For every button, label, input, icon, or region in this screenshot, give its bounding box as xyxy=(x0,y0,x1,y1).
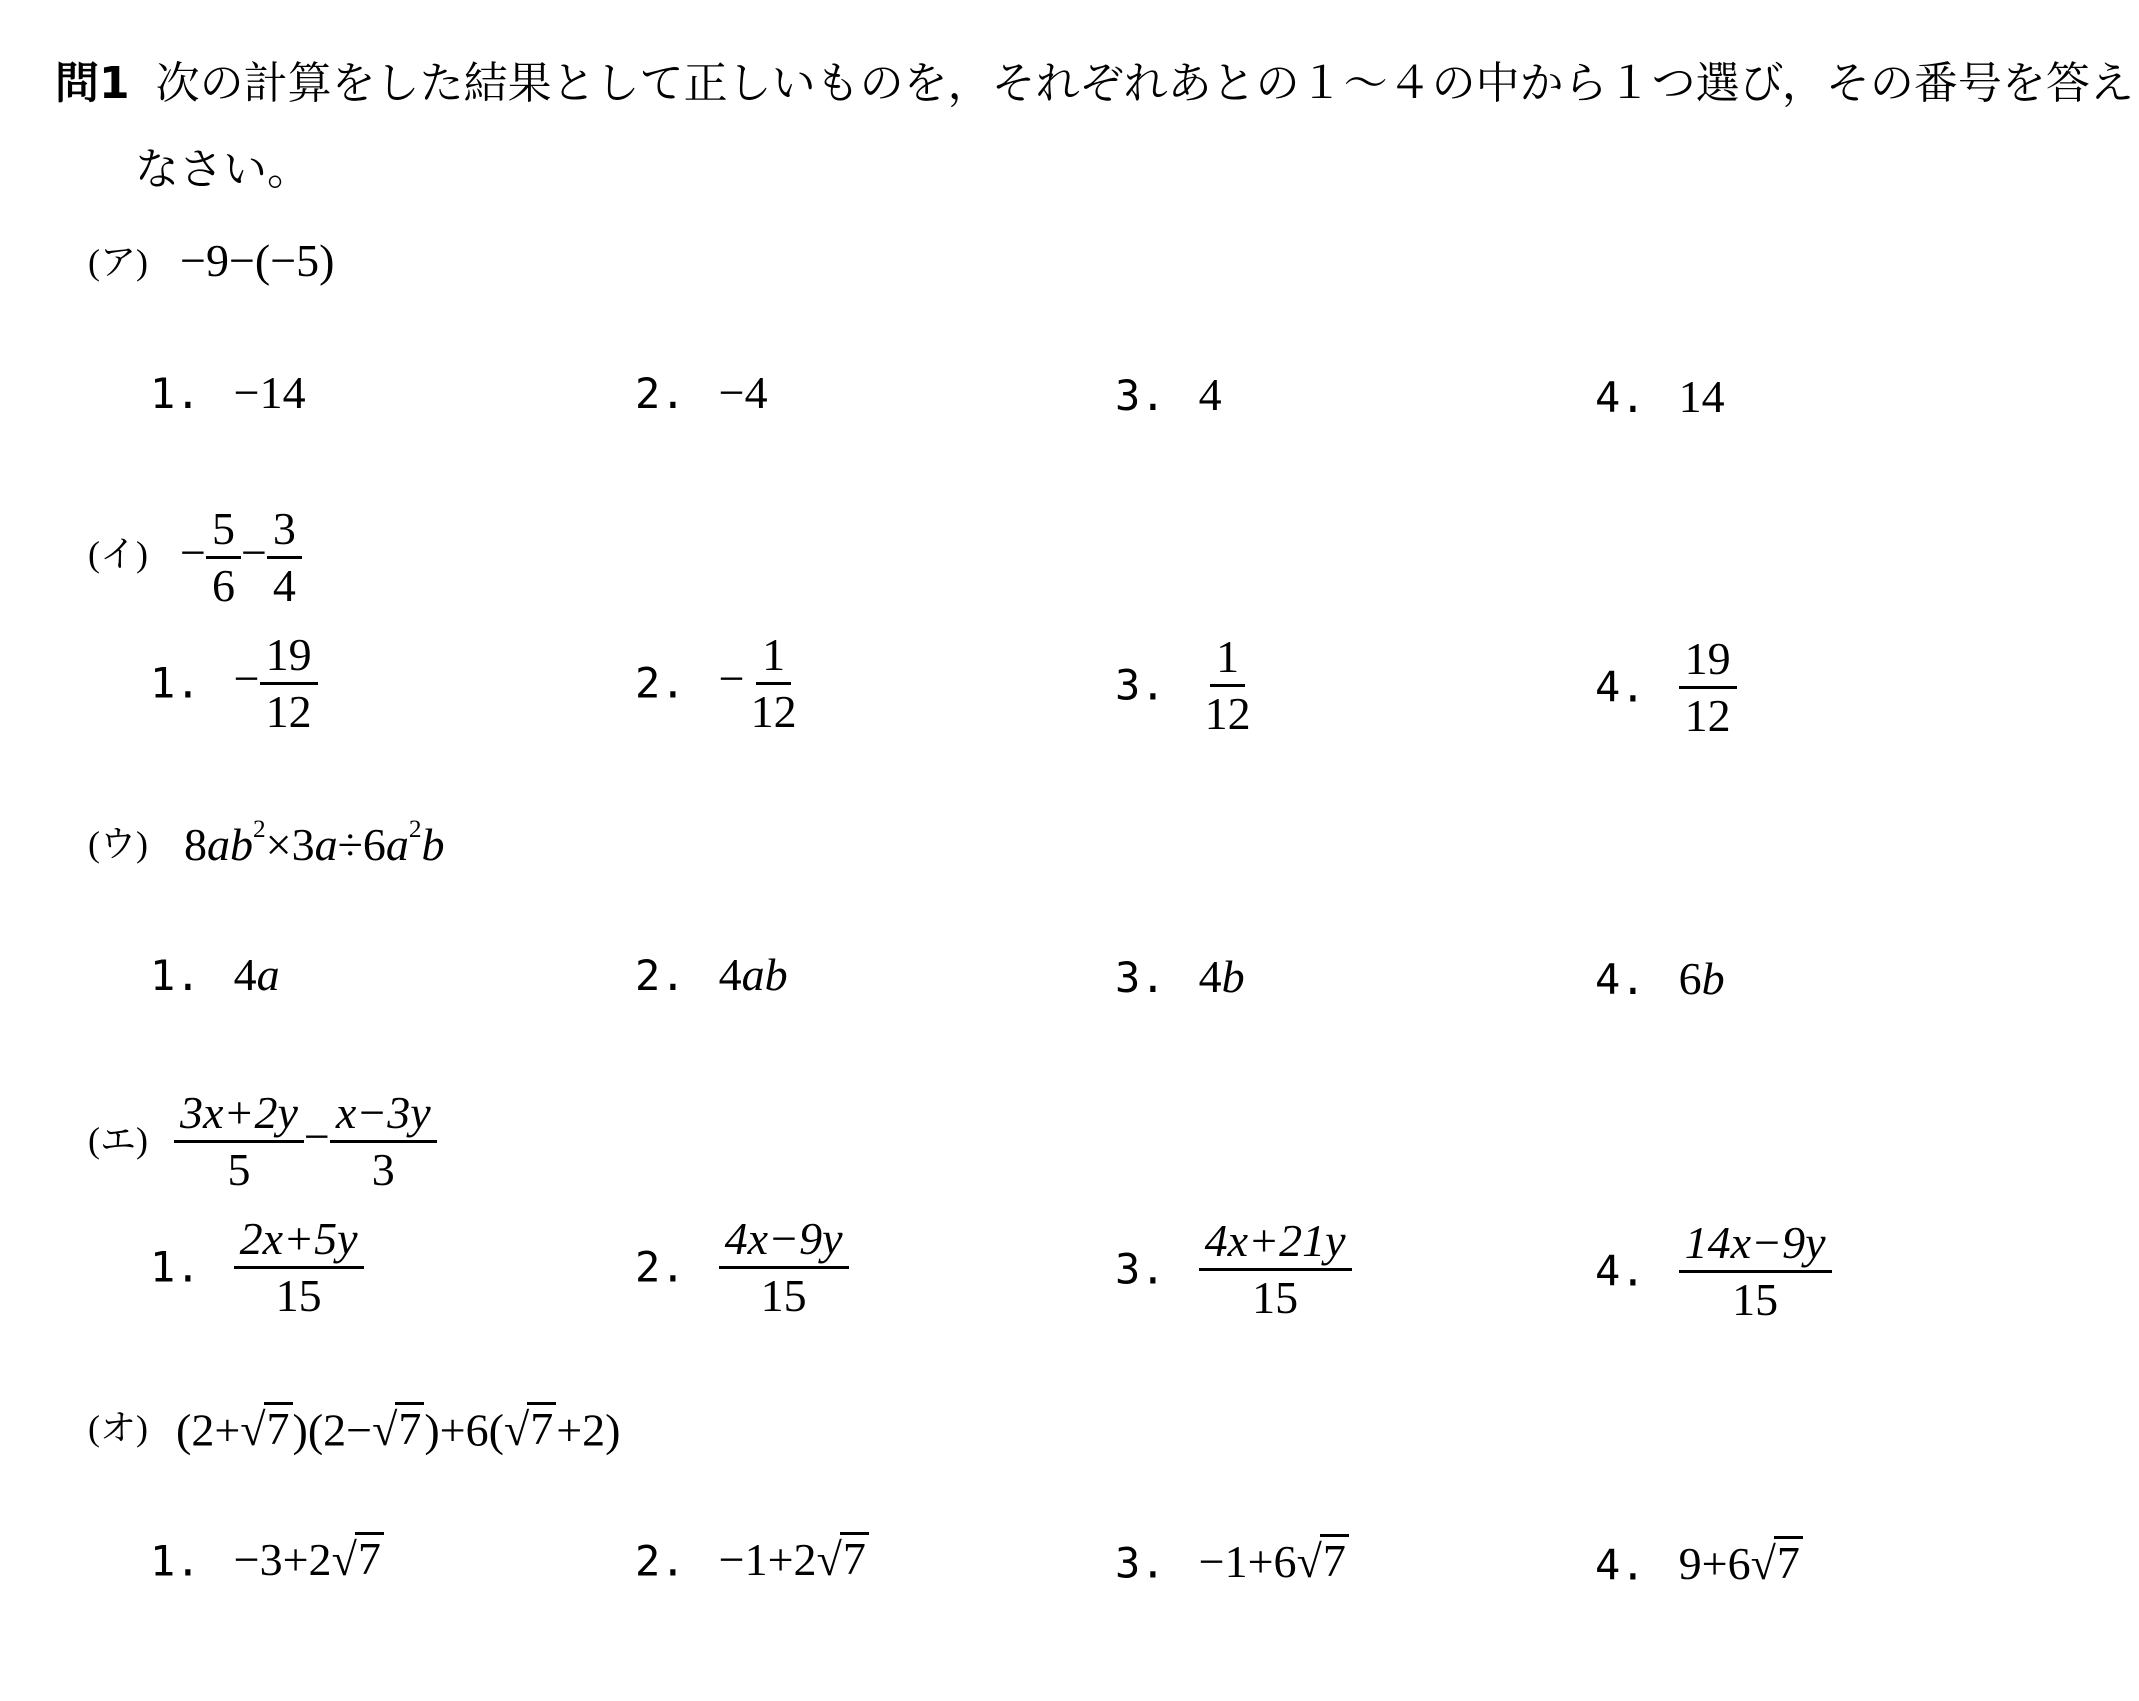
numerator: x−3y xyxy=(330,1090,437,1143)
choice-d-1 xyxy=(150,1213,364,1321)
sqrt-symbol: √ 7 xyxy=(817,1532,869,1583)
fraction xyxy=(174,1087,304,1195)
choice-c-1 xyxy=(150,949,280,1000)
numerator: 4x+21y xyxy=(1199,1218,1352,1271)
denominator: 15 xyxy=(1252,1272,1299,1323)
choice-number: 2. xyxy=(635,1242,686,1292)
choice-b-2 xyxy=(635,629,803,737)
choice-number: 3. xyxy=(1115,1244,1166,1294)
term: −3+2 xyxy=(233,1534,332,1586)
choice-number: 1. xyxy=(150,951,201,1000)
choice-number: 1. xyxy=(150,369,201,418)
denominator: 12 xyxy=(1684,690,1731,741)
denominator: 15 xyxy=(1732,1274,1779,1325)
choice-number: 3. xyxy=(1115,1538,1166,1588)
minus-sign: − xyxy=(240,527,267,579)
term: a xyxy=(385,819,409,870)
denominator: 15 xyxy=(275,1270,322,1321)
numerator: 19 xyxy=(1679,636,1737,689)
denominator: 6 xyxy=(211,560,235,611)
choice-b-4 xyxy=(1595,633,1737,741)
sub-question-expr-c xyxy=(184,815,445,870)
fraction xyxy=(1199,631,1257,739)
choice-number: 1. xyxy=(150,1536,201,1586)
term: 9+6 xyxy=(1678,1538,1751,1590)
fraction xyxy=(267,503,302,611)
radicand: 7 xyxy=(264,1402,293,1453)
question-header xyxy=(55,58,2134,109)
numerator: 3 xyxy=(267,506,302,559)
term: b xyxy=(421,819,445,870)
choice-value xyxy=(1679,953,1725,1004)
numerator: 1 xyxy=(1210,634,1245,687)
radicand: 7 xyxy=(1774,1536,1803,1587)
sub-question-label-e: (オ) xyxy=(88,1408,148,1448)
coefficient: 6 xyxy=(1678,953,1702,1004)
numerator: 4x−9y xyxy=(719,1216,849,1269)
choice-value xyxy=(719,1534,869,1585)
choice-c-2 xyxy=(635,949,788,1000)
sub-question-expr-e xyxy=(176,1402,621,1456)
choice-value: −14 xyxy=(233,367,306,418)
choice-number: 4. xyxy=(1595,1246,1646,1296)
variable: a xyxy=(256,949,280,1000)
radicand: 7 xyxy=(355,1532,384,1583)
choice-e-2 xyxy=(635,1532,869,1586)
choice-value xyxy=(1679,1217,1832,1325)
fraction xyxy=(234,1213,364,1321)
denominator: 3 xyxy=(371,1144,395,1195)
numerator: 14x−9y xyxy=(1679,1220,1832,1273)
choice-e-1 xyxy=(150,1532,384,1586)
term: )+6( xyxy=(424,1404,504,1456)
radicand: 7 xyxy=(840,1532,869,1583)
choice-number: 4. xyxy=(1595,1540,1646,1590)
choice-value xyxy=(1199,1536,1349,1587)
variable: ab xyxy=(741,949,788,1000)
choice-value xyxy=(1199,951,1245,1002)
sub-question-expr-a: −9−(−5) xyxy=(180,235,335,286)
term: 8 xyxy=(184,819,207,870)
sub-question-expr-b xyxy=(180,503,302,611)
sqrt-symbol: √ 7 xyxy=(372,1402,424,1453)
fraction xyxy=(719,1213,849,1321)
choice-number: 1. xyxy=(150,1242,201,1292)
choice-b-1 xyxy=(150,629,318,737)
minus-sign: − xyxy=(180,527,206,579)
coefficient: 4 xyxy=(1198,951,1222,1002)
choice-number: 3. xyxy=(1115,660,1166,710)
choice-number: 3. xyxy=(1115,371,1166,420)
choice-value xyxy=(719,1213,849,1321)
numerator: 5 xyxy=(206,506,241,559)
term: a xyxy=(314,819,338,870)
term: ab xyxy=(207,819,253,870)
sign: − xyxy=(233,653,260,705)
question-instruction: 次の計算をした結果として正しいものを，それぞれあとの１～４の中から１つ選び，その番号を答え xyxy=(155,58,2134,109)
coefficient: 4 xyxy=(233,949,257,1000)
term: ×3 xyxy=(265,819,315,870)
term: ÷6 xyxy=(337,819,386,870)
coefficient: 4 xyxy=(718,949,742,1000)
denominator: 15 xyxy=(760,1270,807,1321)
choice-e-4 xyxy=(1595,1536,1803,1590)
fraction xyxy=(745,629,803,737)
choice-value xyxy=(1199,1215,1352,1323)
numerator: 1 xyxy=(756,632,791,685)
choice-number: 2. xyxy=(635,369,686,418)
fraction xyxy=(330,1087,437,1195)
sub-question-label-d: (エ) xyxy=(88,1120,148,1160)
choice-value: 14 xyxy=(1678,371,1725,422)
term: −1+6 xyxy=(1198,1536,1297,1588)
choice-value xyxy=(234,949,280,1000)
choice-d-3 xyxy=(1115,1215,1352,1323)
choice-c-3 xyxy=(1115,951,1245,1002)
choice-b-3 xyxy=(1115,631,1257,739)
sub-question-label-a: (ア) xyxy=(88,242,148,282)
variable: b xyxy=(1701,953,1725,1004)
denominator: 4 xyxy=(272,560,296,611)
choice-number: 4. xyxy=(1595,955,1646,1004)
choice-e-3 xyxy=(1115,1534,1349,1588)
exponent: 2 xyxy=(408,815,422,844)
sub-question-expr-d xyxy=(174,1087,437,1195)
sign: − xyxy=(718,653,745,705)
fraction xyxy=(1199,1215,1352,1323)
sqrt-symbol: √ 7 xyxy=(504,1402,556,1453)
sub-question-label-b: (イ) xyxy=(88,534,148,574)
choice-d-2 xyxy=(635,1213,849,1321)
choice-value xyxy=(718,629,803,737)
radicand: 7 xyxy=(1320,1534,1349,1585)
sqrt-symbol: √ 7 xyxy=(1297,1534,1349,1585)
denominator: 12 xyxy=(265,686,312,737)
exponent: 2 xyxy=(253,815,266,844)
choice-a-4 xyxy=(1595,371,1725,422)
term: −1+2 xyxy=(718,1534,817,1586)
choice-number: 2. xyxy=(635,951,686,1000)
choice-a-3 xyxy=(1115,369,1222,420)
sqrt-symbol: √ 7 xyxy=(1751,1536,1803,1587)
sub-question-label-c: (ウ) xyxy=(88,824,148,864)
choice-number: 1. xyxy=(150,658,201,708)
choice-value xyxy=(1679,1538,1803,1589)
numerator: 19 xyxy=(260,632,318,685)
radicand: 7 xyxy=(527,1402,556,1453)
choice-value xyxy=(1199,631,1257,739)
fraction xyxy=(206,503,241,611)
choice-c-4 xyxy=(1595,953,1725,1004)
question-instruction-cont: なさい。 xyxy=(135,144,311,195)
term: )(2− xyxy=(292,1404,373,1456)
numerator: 3x+2y xyxy=(174,1090,304,1143)
denominator: 12 xyxy=(750,686,797,737)
choice-a-1 xyxy=(150,367,306,418)
sqrt-symbol: √ 7 xyxy=(332,1532,384,1583)
radicand: 7 xyxy=(395,1402,424,1453)
sqrt-symbol: √ 7 xyxy=(240,1402,292,1453)
question-number: 問1 xyxy=(55,58,130,109)
numerator: 2x+5y xyxy=(234,1216,364,1269)
choice-number: 2. xyxy=(635,1536,686,1586)
choice-value xyxy=(233,629,318,737)
choice-d-4 xyxy=(1595,1217,1832,1325)
minus-sign: − xyxy=(303,1111,330,1163)
denominator: 12 xyxy=(1204,688,1251,739)
fraction xyxy=(260,629,318,737)
choice-value: −4 xyxy=(718,367,768,418)
term: (2+ xyxy=(176,1404,241,1456)
fraction xyxy=(1679,633,1737,741)
choice-number: 3. xyxy=(1115,953,1166,1002)
choice-value xyxy=(234,1213,364,1321)
variable: b xyxy=(1221,951,1245,1002)
choice-value xyxy=(1679,633,1737,741)
choice-number: 4. xyxy=(1595,662,1646,712)
fraction xyxy=(1679,1217,1832,1325)
choice-number: 2. xyxy=(635,658,686,708)
denominator: 5 xyxy=(227,1144,251,1195)
choice-value xyxy=(234,1534,384,1585)
choice-value xyxy=(719,949,788,1000)
choice-a-2 xyxy=(635,367,768,418)
choice-number: 4. xyxy=(1595,373,1646,422)
term: +2) xyxy=(556,1404,621,1456)
choice-value: 4 xyxy=(1198,369,1222,420)
